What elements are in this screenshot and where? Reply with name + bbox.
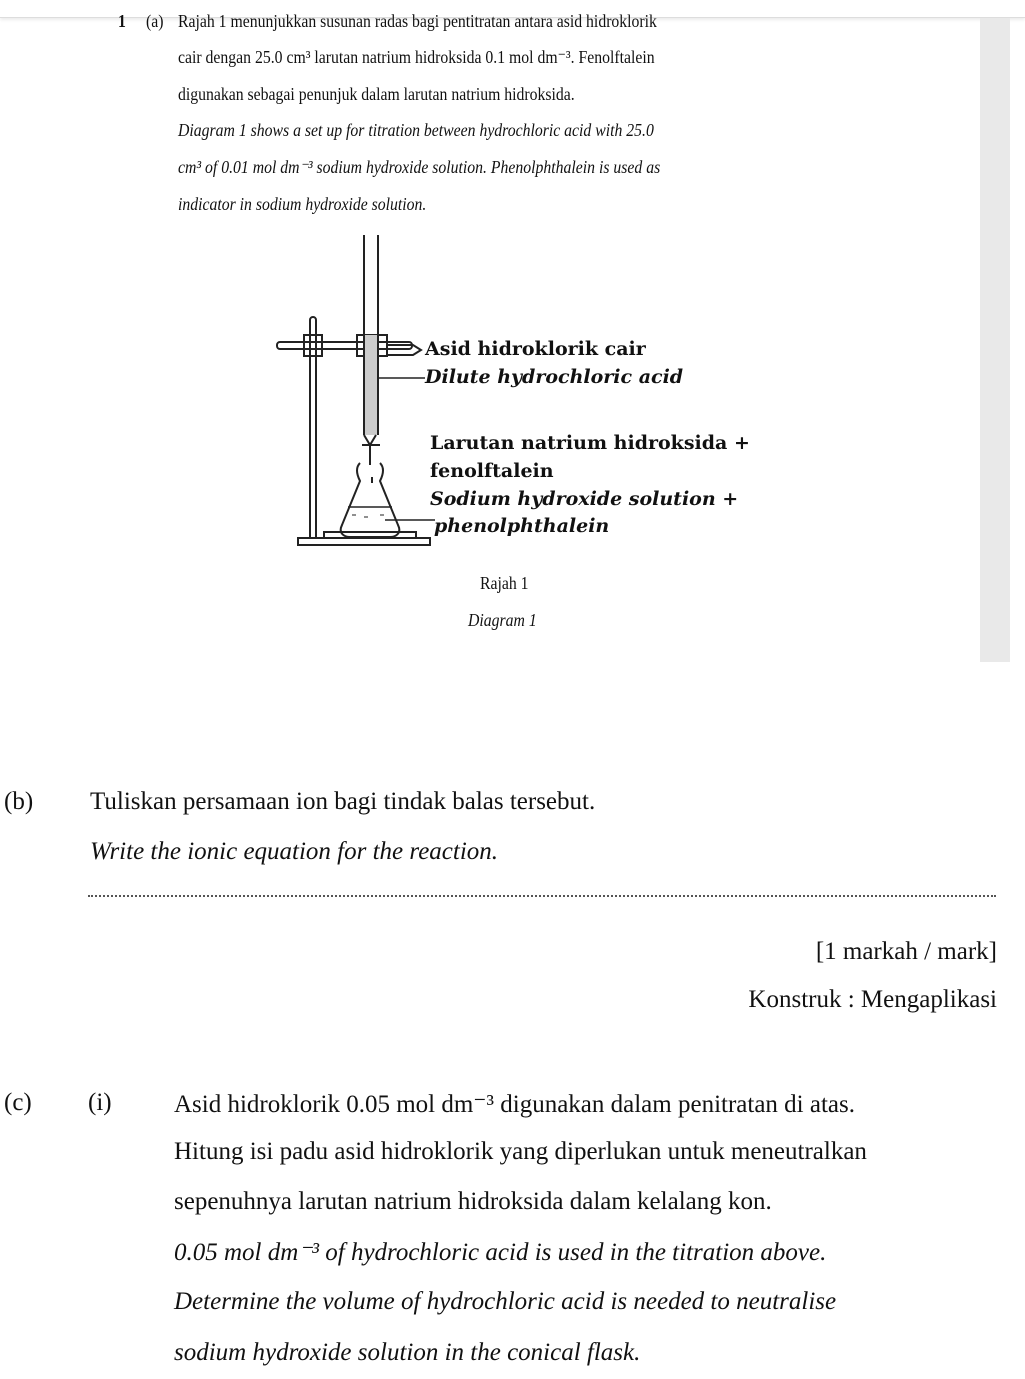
part-b-label: (b) xyxy=(4,788,34,815)
answer-line[interactable] xyxy=(88,895,996,897)
part-a-english-3: indicator in sodium hydroxide solution. xyxy=(178,194,427,214)
part-b-english: Write the ionic equation for the reaction. xyxy=(90,838,499,865)
diagram-caption-malay: Rajah 1 xyxy=(480,573,529,593)
mark-allocation: [1 markah / mark] xyxy=(815,938,997,965)
label-acid-malay: Asid hidroklorik cair xyxy=(425,338,646,360)
construct-label: Konstruk : Mengaplikasi xyxy=(748,986,997,1013)
question-number: 1 xyxy=(118,11,126,31)
part-c-english-1: 0.05 mol dm⁻³ of hydrochloric acid is used in the titration above. xyxy=(174,1239,827,1266)
part-a-label: (a) xyxy=(146,11,164,31)
part-c-english-3: sodium hydroxide solution in the conical flask. xyxy=(174,1339,641,1366)
scrollbar-track[interactable] xyxy=(980,18,1010,662)
part-c-malay-3: sepenuhnya larutan natrium hidroksida dalam kelalang kon. xyxy=(174,1188,772,1215)
part-b-malay: Tuliskan persamaan ion bagi tindak balas tersebut. xyxy=(90,788,596,815)
clamp-arrow xyxy=(385,340,425,360)
part-c-english-2: Determine the volume of hydrochloric acid is needed to neutralise xyxy=(174,1288,837,1315)
label-acid-english: Dilute hydrochloric acid xyxy=(425,366,684,388)
label-base-english-2: phenolphthalein xyxy=(434,515,610,537)
part-a-malay-2: cair dengan 25.0 cm³ larutan natrium hidroksida 0.1 mol dm⁻³. Fenolftalein xyxy=(178,47,655,67)
part-a-malay-1: Rajah 1 menunjukkan susunan radas bagi pentitratan antara asid hidroklorik xyxy=(178,11,657,31)
titration-apparatus-diagram xyxy=(260,225,460,565)
part-a-english-1: Diagram 1 shows a set up for titration between hydrochloric acid with 25.0 xyxy=(178,120,654,140)
label-base-malay-1: Larutan natrium hidroksida + xyxy=(430,432,750,454)
diagram-caption-english: Diagram 1 xyxy=(468,610,537,630)
part-c-malay-2: Hitung isi padu asid hidroklorik yang diperlukan untuk meneutralkan xyxy=(174,1138,867,1165)
part-c-label: (c) xyxy=(4,1089,32,1116)
part-a-malay-3: digunakan sebagai penunjuk dalam larutan natrium hidroksida. xyxy=(178,84,575,104)
label-base-malay-2: fenolftalein xyxy=(430,460,554,482)
label-base-english-1: Sodium hydroxide solution + xyxy=(430,488,739,510)
part-c-sub-label: (i) xyxy=(88,1089,112,1116)
part-a-english-2: cm³ of 0.01 mol dm⁻³ sodium hydroxide solution. Phenolphthalein is used as xyxy=(178,157,661,177)
part-c-malay-1: Asid hidroklorik 0.05 mol dm⁻³ digunakan dalam penitratan di atas. xyxy=(174,1091,855,1118)
